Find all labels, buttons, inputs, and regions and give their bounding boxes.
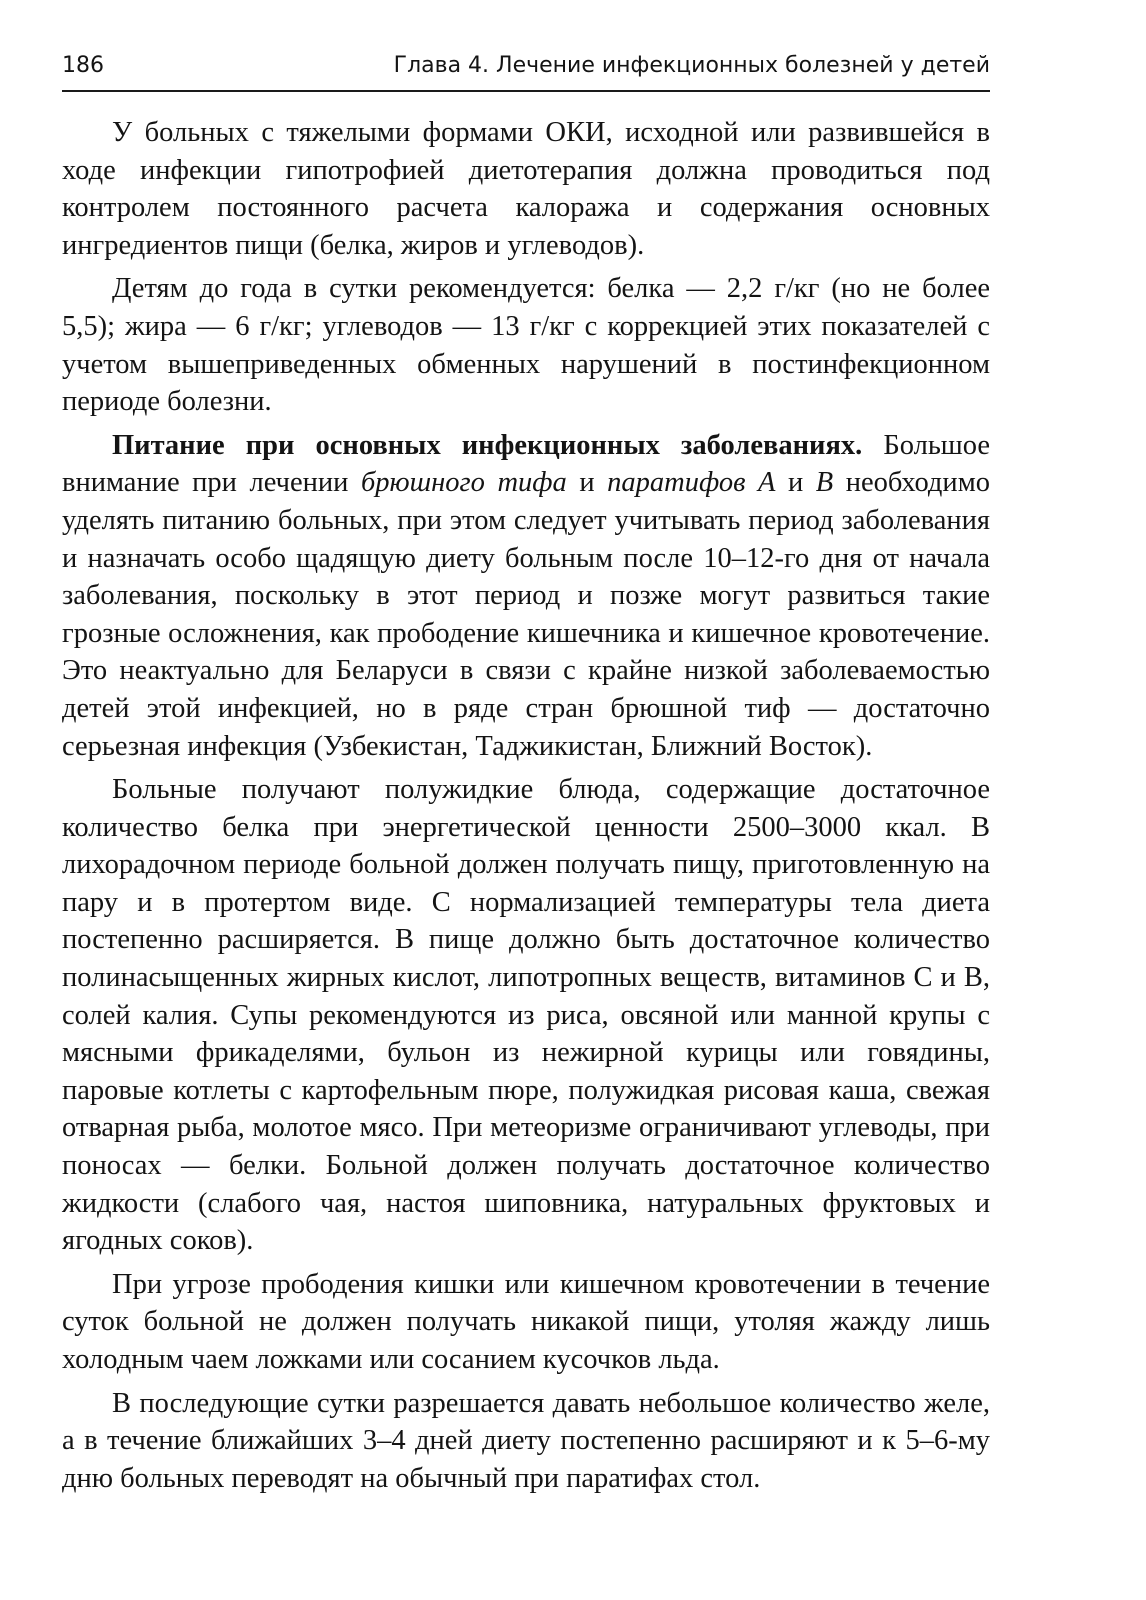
emphasis-paratyphoid-a: паратифов А bbox=[607, 467, 776, 499]
paragraph-3-text-1: Большое внимание при лечении bbox=[62, 429, 991, 499]
emphasis-typhoid: брюшного тифа bbox=[360, 467, 567, 499]
paragraph-5: При угрозе прободения кишки или кишечном кровотечении в течение суток больной не должен получать никакой пищи, утоляя жажду лишь холодным чаем ложками или сосанием кусочков льда. bbox=[62, 1268, 990, 1375]
paragraph-3-text-4: необходимо уделять питанию больных, при этом следует учитывать период заболевания и назначать особо щадящую диету больным после 10–12-го дня от начала заболевания, поскольку в этот период и позже могут развиться такие грозные осложнения, как прободение кишечника и кишечное кровотечение. Это неактуально для Беларуси в связи с крайне низкой заболеваемостью детей этой инфекцией, но в ряде стран брюшной тиф — достаточно серьезная инфекция (Узбекистан, Таджикистан, Ближний Восток). bbox=[62, 467, 990, 762]
paragraph-3 bbox=[62, 427, 990, 765]
paragraph-6: В последующие сутки разрешается давать небольшое количество желе, а в течение ближайших 3–4 дней диету постепенно расширяют и к 5–6-му дню больных переводят на обычный при паратифах стол. bbox=[62, 1387, 990, 1494]
section-heading: Питание при основных инфекционных заболеваниях. bbox=[112, 429, 863, 461]
paragraph-3-text-3: и bbox=[775, 467, 816, 499]
page-header bbox=[62, 50, 990, 92]
page-number: 186 bbox=[62, 53, 104, 78]
paragraph-1: У больных с тяжелыми формами ОКИ, исходной или развившейся в ходе инфекции гипотрофией диетотерапия должна проводиться под контролем постоянного расчета калоража и содержания основных ингредиентов пищи (белка, жиров и углеводов). bbox=[62, 117, 990, 261]
running-title: Глава 4. Лечение инфекционных болезней у детей bbox=[393, 53, 990, 78]
paragraph-2: Детям до года в сутки рекомендуется: белка — 2,2 г/кг (но не более 5,5); жира — 6 г/кг; углеводов — 13 г/кг с коррекцией этих показателей с учетом вышеприведенных обменных нарушений в постинфекционном периоде болезни. bbox=[62, 273, 990, 418]
paragraph-3-text-2: и bbox=[566, 467, 608, 499]
body-text bbox=[62, 114, 990, 1497]
emphasis-paratyphoid-b: В bbox=[815, 467, 834, 499]
paragraph-4: Больные получают полужидкие блюда, содержащие достаточное количество белка при энергетической ценности 2500–3000 ккал. В лихорадочном периоде больной должен получать пищу, приготовленную на пару и в протертом виде. С нормализацией температуры тела диета постепенно расширяется. В пище должно быть достаточное количество полинасыщенных жирных кислот, липотропных веществ, витаминов С и В, солей калия. Супы рекомендуются из риса, овсяной или манной крупы с мясными фрикаделями, бульон из нежирной курицы или говядины, паровые котлеты с картофельным пюре, полужидкая рисовая каша, свежая отварная рыба, молотое мясо. При метеоризме ограничивают углеводы, при поносах — белки. Больной должен получать достаточное количество жидкости (слабого чая, настоя шиповника, натуральных фруктовых и ягодных соков). bbox=[62, 774, 990, 1257]
